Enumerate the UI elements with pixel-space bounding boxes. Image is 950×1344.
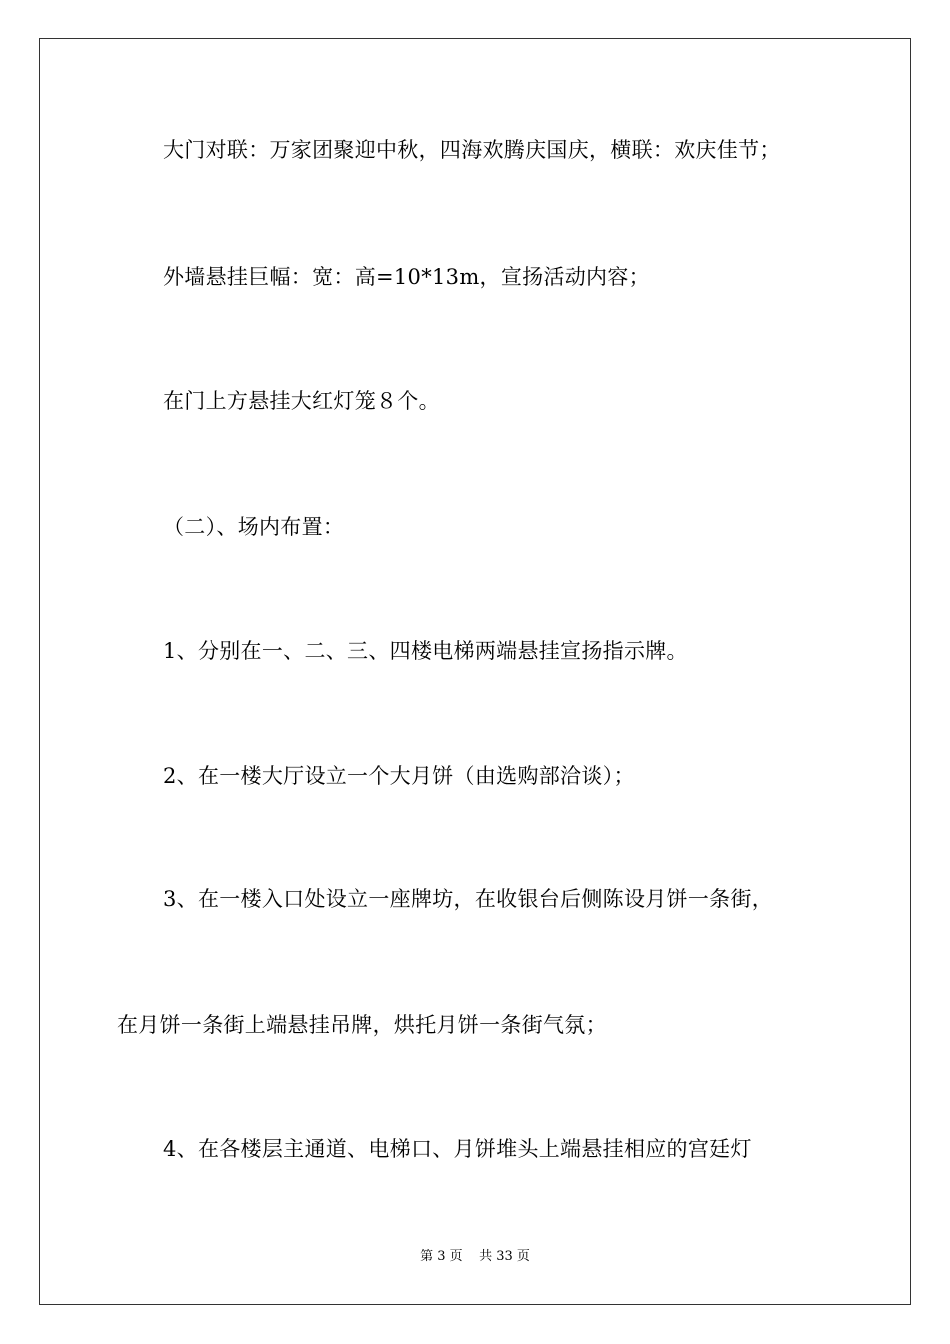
paragraph-item-3-continued: 在月饼一条街上端悬挂吊牌，烘托月饼一条街气氛； — [117, 1013, 607, 1037]
paragraph-banner: 外墙悬挂巨幅：宽：高=10*13m，宣扬活动内容； — [163, 265, 650, 289]
paragraph-item-3: 3、在一楼入口处设立一座牌坊，在收银台后侧陈设月饼一条街， — [163, 887, 774, 911]
paragraph-item-1: 1、分别在一、二、三、四楼电梯两端悬挂宣扬指示牌。 — [163, 639, 688, 663]
section-heading-indoor: （二）、场内布置： — [163, 515, 345, 539]
paragraph-couplet: 大门对联：万家团聚迎中秋，四海欢腾庆国庆，横联：欢庆佳节； — [163, 138, 781, 162]
paragraph-lanterns: 在门上方悬挂大红灯笼８个。 — [163, 389, 440, 413]
page-frame — [39, 38, 911, 1305]
page-number-footer: 第 3 页 共 33 页 — [420, 1249, 530, 1264]
paragraph-item-4: 4、在各楼层主通道、电梯口、月饼堆头上端悬挂相应的宫廷灯 — [163, 1137, 752, 1161]
paragraph-item-2: 2、在一楼大厅设立一个大月饼（由选购部洽谈）； — [163, 764, 635, 788]
